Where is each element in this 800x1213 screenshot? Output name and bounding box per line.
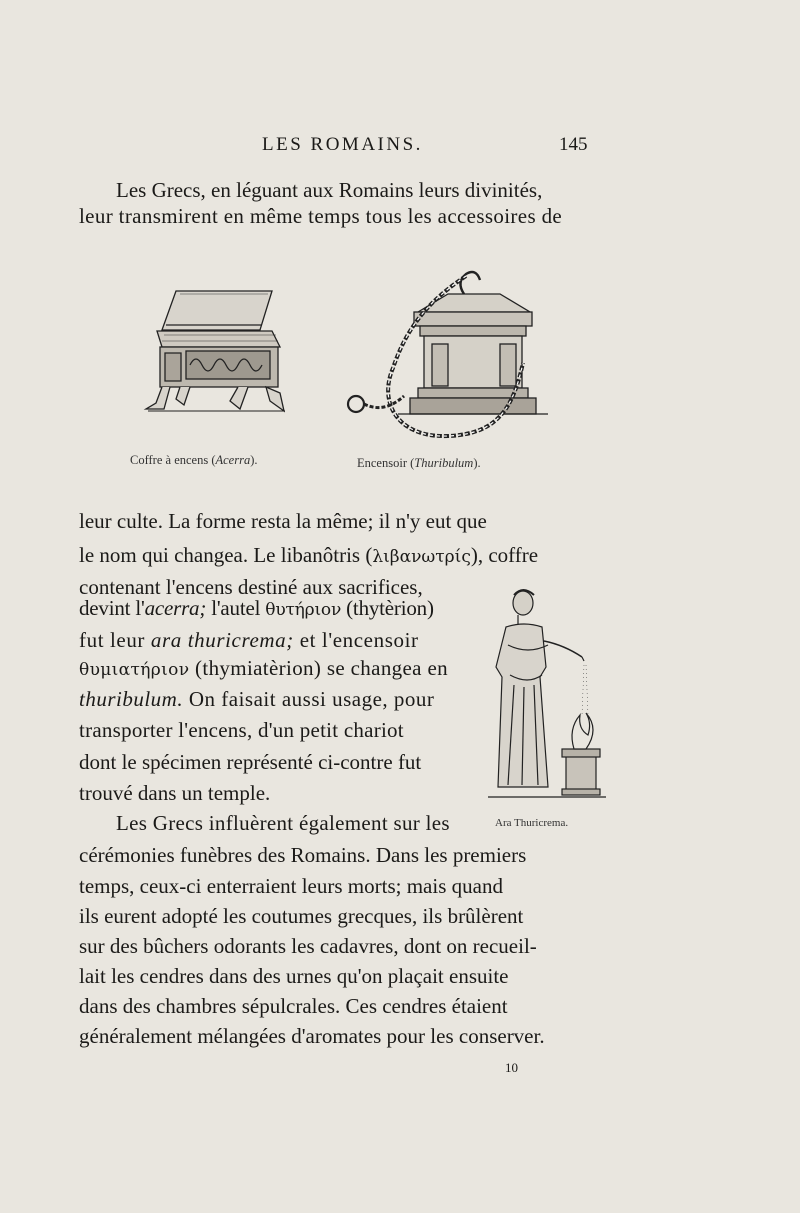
text-line-content: cérémonies funèbres des Romains. Dans les premiers xyxy=(79,843,527,867)
italic-term: thuribulum. xyxy=(79,687,184,711)
text-line xyxy=(79,689,484,710)
text-line xyxy=(116,180,608,201)
ara-thuricrema-illustration xyxy=(488,585,608,805)
text-line xyxy=(79,936,608,957)
text-line xyxy=(79,752,484,773)
caption-text: Encensoir ( xyxy=(357,456,415,470)
text-line xyxy=(79,996,608,1017)
text-line xyxy=(79,658,484,679)
text-line-content: transporter l'encens, d'un petit chariot xyxy=(79,718,404,742)
text-line-content: temps, ceux-ci enterraient leurs morts; mais quand xyxy=(79,874,503,898)
text-run: (thymiatèrion) se changea en xyxy=(189,656,448,680)
text-line xyxy=(79,783,484,804)
text-line-content: ils eurent adopté les coutumes grecques, ils brûlèrent xyxy=(79,904,524,928)
greek-word: θυμιατήριον xyxy=(79,660,190,680)
signature-mark: 10 xyxy=(505,1060,518,1075)
caption-text: Coffre à encens ( xyxy=(130,453,216,467)
text-run: ), coffre xyxy=(470,543,539,567)
text-line-content: contenant l'encens destiné aux sacrifices, xyxy=(79,575,423,599)
text-line xyxy=(79,966,608,987)
text-line-content: leur culte. La forme resta la même; il n'y eut que xyxy=(79,509,487,533)
running-head: LES ROMAINS. xyxy=(262,134,423,155)
text-line-content: dans des chambres sépulcrales. Ces cendres étaient xyxy=(79,994,508,1018)
thuribulum-illustration xyxy=(338,268,548,453)
text-line xyxy=(79,876,608,897)
text-line-content: lait les cendres dans des urnes qu'on plaçait ensuite xyxy=(79,964,509,988)
text-line xyxy=(79,1026,608,1047)
text-line xyxy=(116,813,486,834)
text-line-content: Les Grecs influèrent également sur les xyxy=(116,811,450,835)
text-run: fut leur xyxy=(79,628,151,652)
thuribulum-caption xyxy=(357,456,481,471)
text-run: l'autel xyxy=(206,596,266,620)
text-line xyxy=(79,720,484,741)
caption-italic: Acerra xyxy=(215,453,251,467)
caption-text: ). xyxy=(473,456,481,470)
text-run: devint l' xyxy=(79,596,145,620)
greek-word: λιβανωτρίς xyxy=(372,547,471,567)
acerra-caption xyxy=(130,453,258,468)
caption-italic: Thuribulum xyxy=(414,456,474,470)
italic-term: ara thuricrema; xyxy=(150,628,294,652)
text-line-content: Les Grecs, en léguant aux Romains leurs divinités, xyxy=(116,178,543,202)
acerra-illustration xyxy=(140,285,290,425)
text-line xyxy=(79,845,608,866)
caption-text: ). xyxy=(250,453,258,467)
text-run: et l'encensoir xyxy=(293,628,419,652)
text-line-content: sur des bûchers odorants les cadavres, dont on recueil- xyxy=(79,934,537,958)
greek-word: θυτήριον xyxy=(265,600,342,620)
text-line xyxy=(79,206,608,227)
text-line xyxy=(79,545,608,566)
ara-caption: Ara Thuricrema. xyxy=(495,817,569,829)
text-line xyxy=(79,906,608,927)
text-line-content: leur transmirent en même temps tous les accessoires de xyxy=(79,204,563,228)
text-line xyxy=(79,577,484,598)
text-line-content: dont le spécimen représenté ci-contre fut xyxy=(79,750,422,774)
text-run: le nom qui changea. Le libanôtris ( xyxy=(79,543,373,567)
text-line xyxy=(79,630,484,651)
italic-term: acerra; xyxy=(144,596,207,620)
text-line xyxy=(79,598,484,619)
text-line xyxy=(79,511,608,532)
text-run: On faisait aussi usage, pour xyxy=(183,687,435,711)
text-line-content: trouvé dans un temple. xyxy=(79,781,271,805)
page-number: 145 xyxy=(559,134,588,155)
text-line-content: généralement mélangées d'aromates pour les conserver. xyxy=(79,1024,545,1048)
text-run: (thytèrion) xyxy=(341,596,434,620)
